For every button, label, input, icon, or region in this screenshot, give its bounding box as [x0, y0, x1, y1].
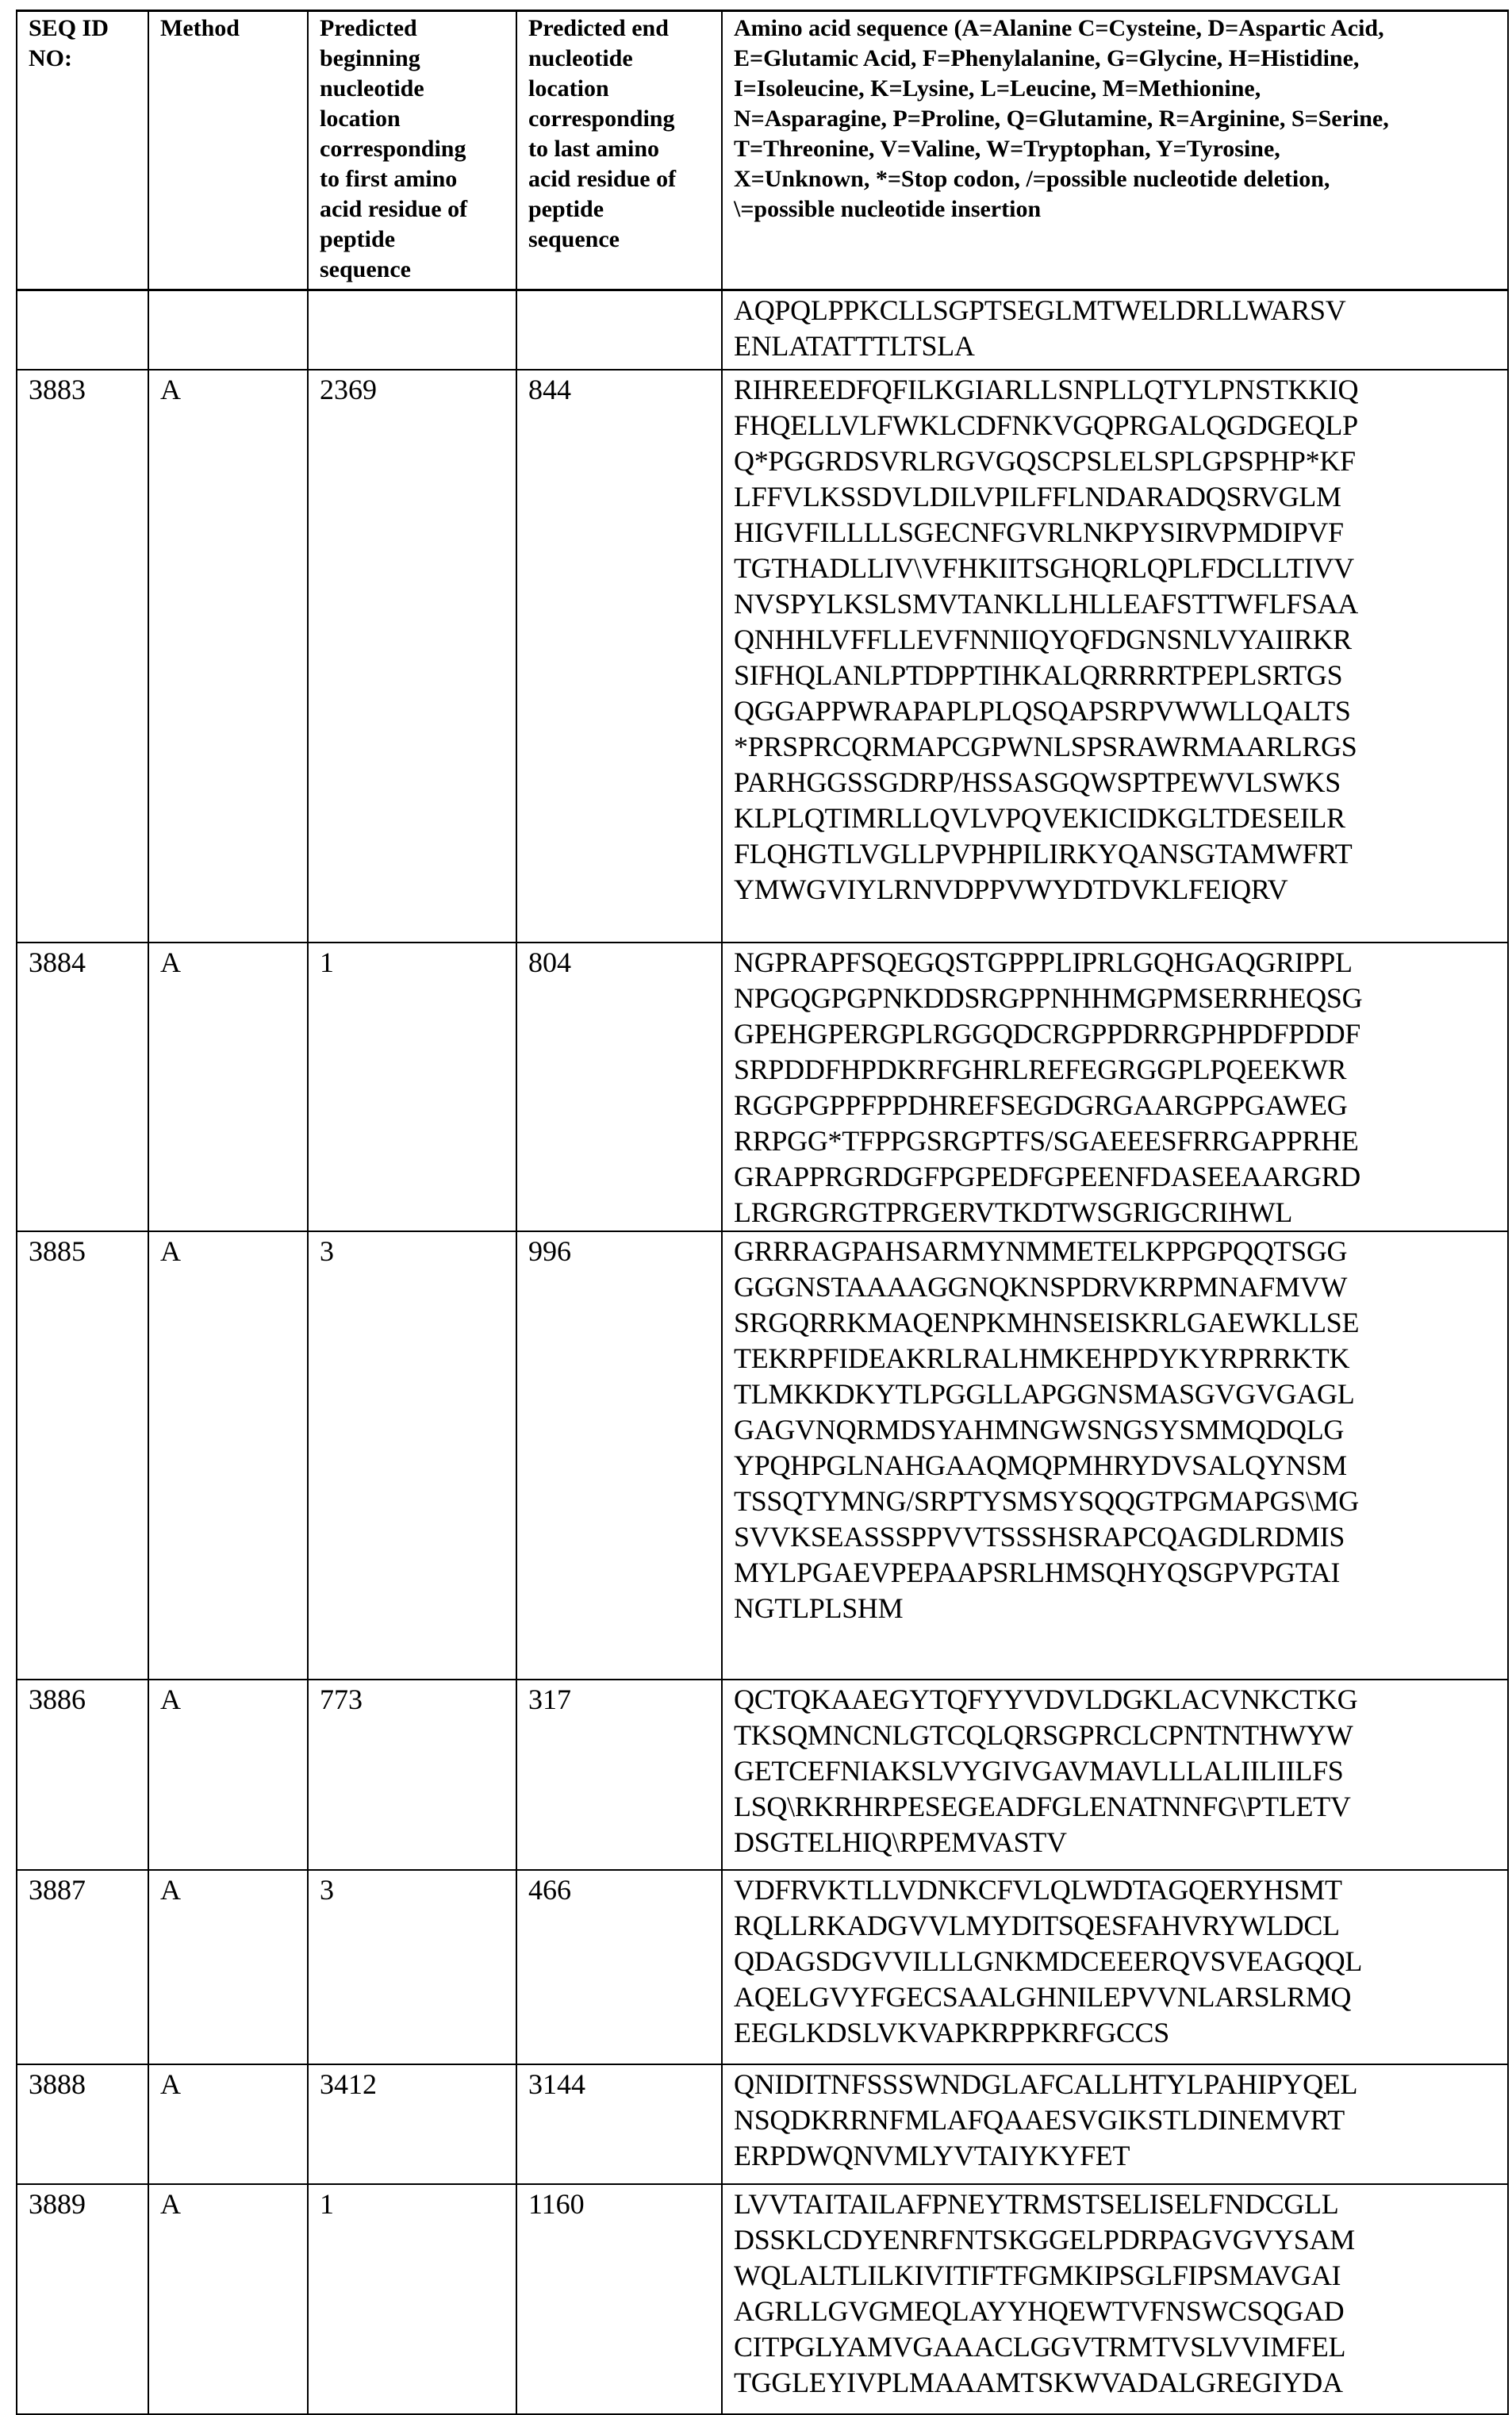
sequence-line: NVSPYLKSLSMVTANKLLHLLEAFSTTWFLFSAA	[734, 586, 1499, 622]
end-location-cell: 996	[516, 1231, 722, 1680]
sequence-line: NGTLPLSHM	[734, 1591, 1499, 1626]
sequence-line: RQLLRKADGVVLMYDITSQESFAHVRYWLDCL	[734, 1908, 1499, 1944]
table-row	[17, 2184, 1508, 2414]
header-seq-id: SEQ ID NO:	[17, 11, 148, 290]
sequence-line: GETCEFNIAKSLVYGIVGAVMAVLLLALIILIILFS	[734, 1753, 1499, 1789]
end-location-cell: 804	[516, 943, 722, 1231]
sequence-cell	[722, 290, 1508, 370]
table-row	[17, 1680, 1508, 1870]
sequence-line: QNIDITNFSSSWNDGLAFCALLHTYLPAHIPYQEL	[734, 2067, 1499, 2102]
sequence-line: TGTHADLLIV\VFHKIITSGHQRLQPLFDCLLTIVV	[734, 551, 1499, 586]
method-cell: A	[148, 1870, 308, 2064]
end-location-cell	[516, 290, 722, 370]
sequence-cell	[722, 1680, 1508, 1870]
sequence-cell	[722, 2184, 1508, 2414]
sequence-table	[16, 10, 1509, 2415]
seq-id-cell: 3883	[17, 370, 148, 943]
begin-location-cell: 3	[308, 1231, 516, 1680]
seq-id-cell: 3889	[17, 2184, 148, 2414]
sequence-line: MYLPGAEVPEPAAPSRLHMSQHYQSGPVPGTAI	[734, 1555, 1499, 1591]
sequence-line: RRPGG*TFPPGSRGPTFS/SGAEEESFRRGAPPRHE	[734, 1123, 1499, 1159]
seq-id-cell: 3884	[17, 943, 148, 1231]
end-location-cell: 844	[516, 370, 722, 943]
sequence-line: SRGQRRKMAQENPKMHNSEISKRLGAEWKLLSE	[734, 1305, 1499, 1341]
table-row	[17, 943, 1508, 1231]
header-end-location: Predicted end nucleotide location corresponding to last amino acid residue of peptide sequence	[516, 11, 722, 290]
sequence-line: TEKRPFIDEAKRLRALHMKEHPDYKYRPRRKTK	[734, 1341, 1499, 1376]
sequence-line: RIHREEDFQFILKGIARLLSNPLLQTYLPNSTKKIQ	[734, 372, 1499, 408]
method-cell: A	[148, 370, 308, 943]
begin-location-cell: 3	[308, 1870, 516, 2064]
sequence-line: LFFVLKSSDVLDILVPILFFLNDARADQSRVGLM	[734, 479, 1499, 515]
sequence-line: QDAGSDGVVILLLGNKMDCEEERQVSVEAGQQL	[734, 1944, 1499, 1979]
sequence-line: LVVTAITAILAFPNEYTRMSTSELISELFNDCGLL	[734, 2187, 1499, 2222]
table-row	[17, 290, 1508, 370]
method-cell: A	[148, 2064, 308, 2184]
sequence-line: QNHHLVFFLLEVFNNIIQYQFDGNSNLVYAIIRKR	[734, 622, 1499, 658]
sequence-line: WQLALTLILKIVITIFTFGMKIPSGLFIPSMAVGAI	[734, 2258, 1499, 2294]
seq-id-cell: 3885	[17, 1231, 148, 1680]
end-location-cell: 466	[516, 1870, 722, 2064]
sequence-line: *PRSPRCQRMAPCGPWNLSPSRAWRMAARLRGS	[734, 729, 1499, 765]
method-cell: A	[148, 1680, 308, 1870]
sequence-line: SIFHQLANLPTDPPTIHKALQRRRRTPEPLSRTGS	[734, 658, 1499, 693]
sequence-cell	[722, 370, 1508, 943]
begin-location-cell: 2369	[308, 370, 516, 943]
sequence-line: AQELGVYFGECSAALGHNILEPVVNLARSLRMQ	[734, 1979, 1499, 2015]
header-amino-acid-sequence: Amino acid sequence (A=Alanine C=Cysteine, D=Aspartic Acid, E=Glutamic Acid, F=Phenylalanine, G=Glycine, H=Histidine, I=Isoleucine, K=Lysine, L=Leucine, M=Methionine, N=Asparagine, P=Proline, Q=Glutamine, R=Arginine, S=Serine, T=Threonine, V=Valine, W=Tryptophan, Y=Tyrosine, X=Unknown, *=Stop codon, /=possible nucleotide deletion, \=possible nucleotide insertion	[722, 11, 1508, 290]
sequence-line: ERPDWQNVMLYVTAIYKYFET	[734, 2138, 1499, 2174]
method-cell: A	[148, 1231, 308, 1680]
sequence-line: PARHGGSSGDRP/HSSASGQWSPTPEWVLSWKS	[734, 765, 1499, 801]
sequence-line: YMWGVIYLRNVDPPVWYDTDVKLFEIQRV	[734, 872, 1499, 908]
method-cell	[148, 290, 308, 370]
method-cell: A	[148, 2184, 308, 2414]
sequence-line: QGGAPPWRAPAPLPLQSQAPSRPVWWLLQALTS	[734, 693, 1499, 729]
sequence-line: SVVKSEASSSPPVVTSSSHSRAPCQAGDLRDMIS	[734, 1519, 1499, 1555]
sequence-cell	[722, 1231, 1508, 1680]
sequence-line: DSSKLCDYENRFNTSKGGELPDRPAGVGVYSAM	[734, 2222, 1499, 2258]
sequence-line: ENLATATTTLTSLA	[734, 328, 1499, 364]
sequence-line: FLQHGTLVGLLPVPHPILIRKYQANSGTAMWFRT	[734, 836, 1499, 872]
sequence-line: EEGLKDSLVKVAPKRPPKRFGCCS	[734, 2015, 1499, 2051]
sequence-line: GGGNSTAAAAGGNQKNSPDRVKRPMNAFMVW	[734, 1269, 1499, 1305]
sequence-line: QCTQKAAEGYTQFYYVDVLDGKLACVNKCTKG	[734, 1682, 1499, 1718]
sequence-line: NPGQGPGPNKDDSRGPPNHHMGPMSERRHEQSG	[734, 981, 1499, 1016]
seq-id-cell: 3888	[17, 2064, 148, 2184]
sequence-cell	[722, 1870, 1508, 2064]
sequence-line: NSQDKRRNFMLAFQAAESVGIKSTLDINEMVRT	[734, 2102, 1499, 2138]
end-location-cell: 1160	[516, 2184, 722, 2414]
sequence-line: GPEHGPERGPLRGGQDCRGPPDRRGPHPDFPDDF	[734, 1016, 1499, 1052]
table-body	[17, 290, 1508, 2414]
header-method: Method	[148, 11, 308, 290]
begin-location-cell	[308, 290, 516, 370]
table-row	[17, 1870, 1508, 2064]
sequence-line: AGRLLGVGMEQLAYYHQEWTVFNSWCSQGAD	[734, 2294, 1499, 2329]
sequence-line: KLPLQTIMRLLQVLVPQVEKICIDKGLTDESEILR	[734, 801, 1499, 836]
sequence-line: DSGTELHIQ\RPEMVASTV	[734, 1825, 1499, 1860]
seq-id-cell	[17, 290, 148, 370]
table-row	[17, 370, 1508, 943]
sequence-cell	[722, 943, 1508, 1231]
seq-id-cell: 3886	[17, 1680, 148, 1870]
sequence-line: Q*PGGRDSVRLRGVGQSCPSLELSPLGPSPHP*KF	[734, 443, 1499, 479]
method-cell: A	[148, 943, 308, 1231]
sequence-line: GRRRAGPAHSARMYNMMETELKPPGPQQTSGG	[734, 1234, 1499, 1269]
sequence-line: TLMKKDKYTLPGGLLAPGGNSMASGVGVGAGL	[734, 1376, 1499, 1412]
sequence-line: TGGLEYIVPLMAAAMTSKWVADALGREGIYDA	[734, 2365, 1499, 2401]
begin-location-cell: 3412	[308, 2064, 516, 2184]
sequence-line: RGGPGPPFPPDHREFSEGDGRGAARGPPGAWEG	[734, 1088, 1499, 1123]
table-row	[17, 1231, 1508, 1680]
begin-location-cell: 1	[308, 2184, 516, 2414]
sequence-line: CITPGLYAMVGAAACLGGVTRMTVSLVVIMFEL	[734, 2329, 1499, 2365]
seq-id-cell: 3887	[17, 1870, 148, 2064]
sequence-line: FHQELLVLFWKLCDFNKVGQPRGALQGDGEQLP	[734, 408, 1499, 443]
end-location-cell: 317	[516, 1680, 722, 1870]
sequence-line: LSQ\RKRHRPESEGEADFGLENATNNFG\PTLETV	[734, 1789, 1499, 1825]
sequence-line: YPQHPGLNAHGAAQMQPMHRYDVSALQYNSM	[734, 1448, 1499, 1484]
sequence-line: LRGRGRGTPRGERVTKDTWSGRIGCRIHWL	[734, 1195, 1499, 1231]
sequence-line: NGPRAPFSQEGQSTGPPPLIPRLGQHGAQGRIPPL	[734, 945, 1499, 981]
begin-location-cell: 1	[308, 943, 516, 1231]
table-row	[17, 2064, 1508, 2184]
sequence-line: TSSQTYMNG/SRPTYSMSYSQQGTPGMAPGS\MG	[734, 1484, 1499, 1519]
end-location-cell: 3144	[516, 2064, 722, 2184]
sequence-line: VDFRVKTLLVDNKCFVLQLWDTAGQERYHSMT	[734, 1872, 1499, 1908]
sequence-line: TKSQMNCNLGTCQLQRSGPRCLCPNTNTHWYW	[734, 1718, 1499, 1753]
sequence-line: HIGVFILLLLSGECNFGVRLNKPYSIRVPMDIPVF	[734, 515, 1499, 551]
sequence-line: GAGVNQRMDSYAHMNGWSNGSYSMMQDQLG	[734, 1412, 1499, 1448]
sequence-cell	[722, 2064, 1508, 2184]
header-begin-location: Predicted beginning nucleotide location corresponding to first amino acid residue of peptide sequence	[308, 11, 516, 290]
begin-location-cell: 773	[308, 1680, 516, 1870]
sequence-line: GRAPPRGRDGFPGPEDFGPEENFDASEEAARGRD	[734, 1159, 1499, 1195]
sequence-line: SRPDDFHPDKRFGHRLREFEGRGGPLPQEEKWR	[734, 1052, 1499, 1088]
header-row	[17, 11, 1508, 290]
sequence-line: AQPQLPPKCLLSGPTSEGLMTWELDRLLWARSV	[734, 293, 1499, 328]
